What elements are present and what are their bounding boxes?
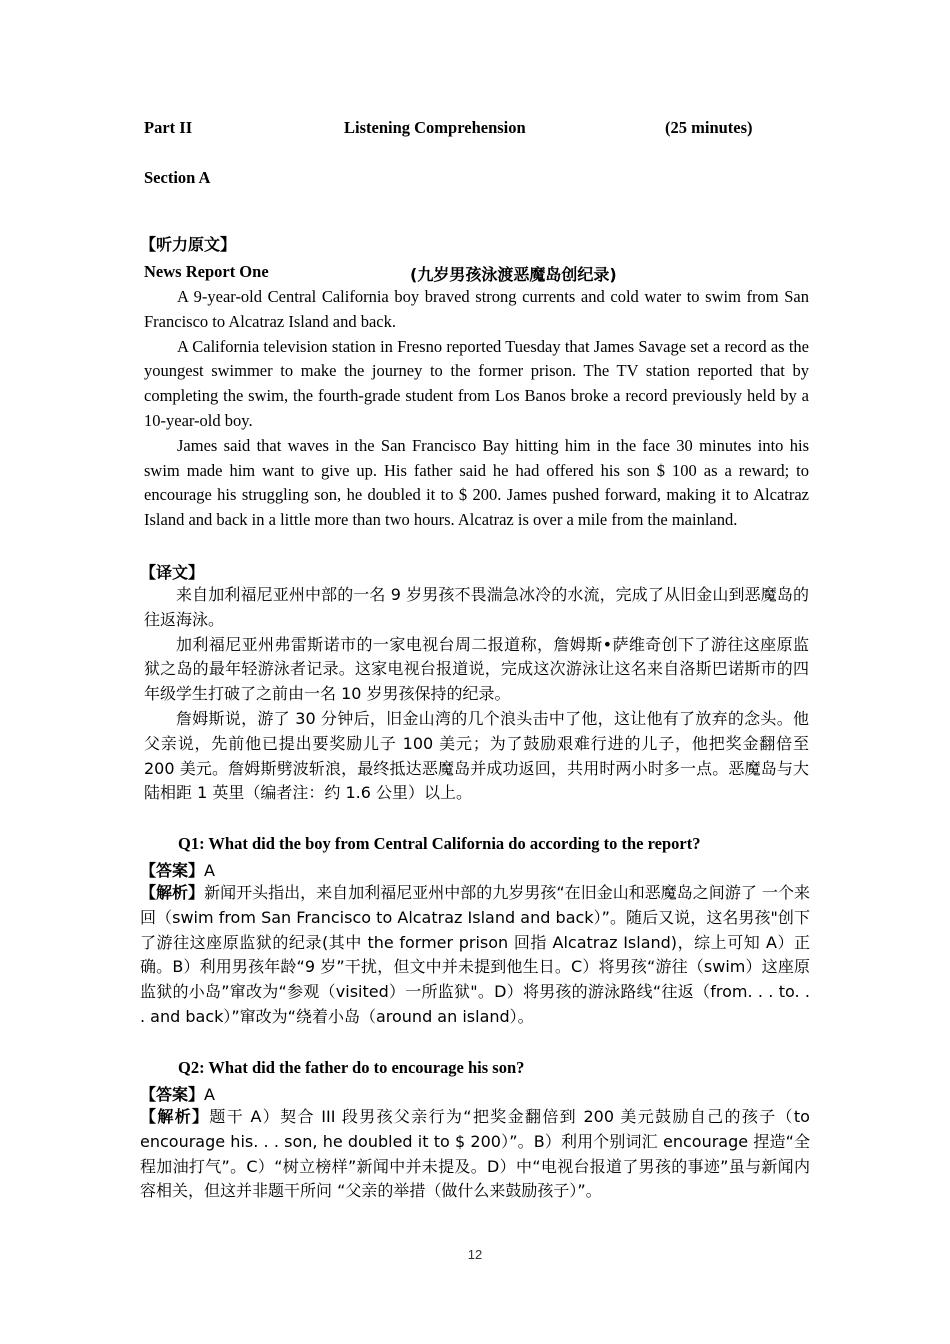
question-1: Q1: What did the boy from Central California do according to the report? [178,834,701,853]
transcript-body [144,285,809,533]
report-zh-title: (九岁男孩泳渡恶魔岛创纪录) [410,265,617,284]
report-name: News Report One [144,262,269,281]
section-label: Section A [144,168,211,187]
analysis-text: 新闻开头指出，来自加利福尼亚州中部的九岁男孩“在旧金山和恶魔岛之间游了 一个来回（swim from San Francisco to Alcatraz Island and back）”。随后又说，这名男孩"创下了游往这座原监狱的纪录(其中 the former prison 回指 Alcatraz Island)，综上可知 A）正确。B）利用男孩年龄“9 岁”干扰，但文中并未提到他生日。C）将男孩“游往（swim）这座原监狱的小岛”窜改为“参观（visited）一所监狱"。D）将男孩的游泳路线“往返（from. . . to. . . and back）”窜改为“绕着小岛（around an island）。 [140,883,810,1026]
transcript-paragraph: A 9-year-old Central California boy braved strong currents and cold water to swim from San Francisco to Alcatraz Island and back. [144,287,809,331]
page-number: 12 [467,1247,483,1262]
answer-value: A [204,861,215,880]
time-limit: (25 minutes) [665,118,753,137]
translation-paragraph: 加利福尼亚州弗雷斯诺市的一家电视台周二报道称，詹姆斯•萨维奇创下了游往这座原监狱之岛的最年轻游泳者记录。这家电视台报道说，完成这次游泳让这名来自洛斯巴诺斯市的四年级学生打破了之前由一名 10 岁男孩保持的纪录。 [144,634,809,704]
analysis-label: 【解析】 [140,1107,210,1126]
translation-body [144,583,809,806]
transcript-paragraph: A California television station in Fresno reported Tuesday that James Savage set a record as the youngest swimmer to make the journey to the former prison. The TV station reported that by completing the swim, the fourth-grade student from Los Banos broke a record previously held by a 10-year-old boy. [144,336,809,430]
transcript-label: 【听力原文】 [140,235,237,254]
translation-paragraph: 詹姆斯说，游了 30 分钟后，旧金山湾的几个浪头击中了他，这让他有了放弃的念头。他父亲说，先前他已提出要奖励儿子 100 美元；为了鼓励艰难行进的儿子，他把奖金翻倍至 200 美元。詹姆斯劈波斩浪，最终抵达恶魔岛并成功返回，共用时两小时多一点。恶魔岛与大陆相距 1 英里（编者注：约 1.6 公里）以上。 [144,708,809,803]
transcript-paragraph: James said that waves in the San Francisco Bay hitting him in the face 30 minutes into his swim made him want to give up. His father said he had offered his son $ 100 as a reward; to encourage his struggling son, he doubled it to $ 200. James pushed forward, making it to Alcatraz Island and back in a little more than two hours. Alcatraz is over a mile from the mainland. [144,435,809,530]
answer-label: 【答案】 [140,1085,205,1104]
translation-label: 【译文】 [140,563,205,582]
analysis-1 [140,881,810,1030]
answer-1 [140,858,215,881]
part-title: Listening Comprehension [344,118,526,137]
translation-paragraph: 来自加利福尼亚州中部的一名 9 岁男孩不畏湍急冰冷的水流，完成了从旧金山到恶魔岛的往返海泳。 [144,585,809,629]
analysis-2 [140,1105,810,1204]
analysis-text: 题干 A）契合 III 段男孩父亲行为“把奖金翻倍到 200 美元鼓励自己的孩子（to encourage his. . . son, he doubled it to $ 200）”。B）利用个别词汇 encourage 捏造“全程加油打气”。C）“树立榜样”新闻中并未提及。D）中“电视台报道了男孩的事迹”虽与新闻内容相关，但这并非题干所问 “父亲的举措（做什么来鼓励孩子）”。 [140,1107,810,1201]
question-2: Q2: What did the father do to encourage his son? [178,1058,525,1077]
analysis-label: 【解析】 [140,883,205,902]
answer-label: 【答案】 [140,861,205,880]
answer-2 [140,1082,215,1105]
part-label: Part II [144,118,193,137]
answer-value: A [204,1085,215,1104]
